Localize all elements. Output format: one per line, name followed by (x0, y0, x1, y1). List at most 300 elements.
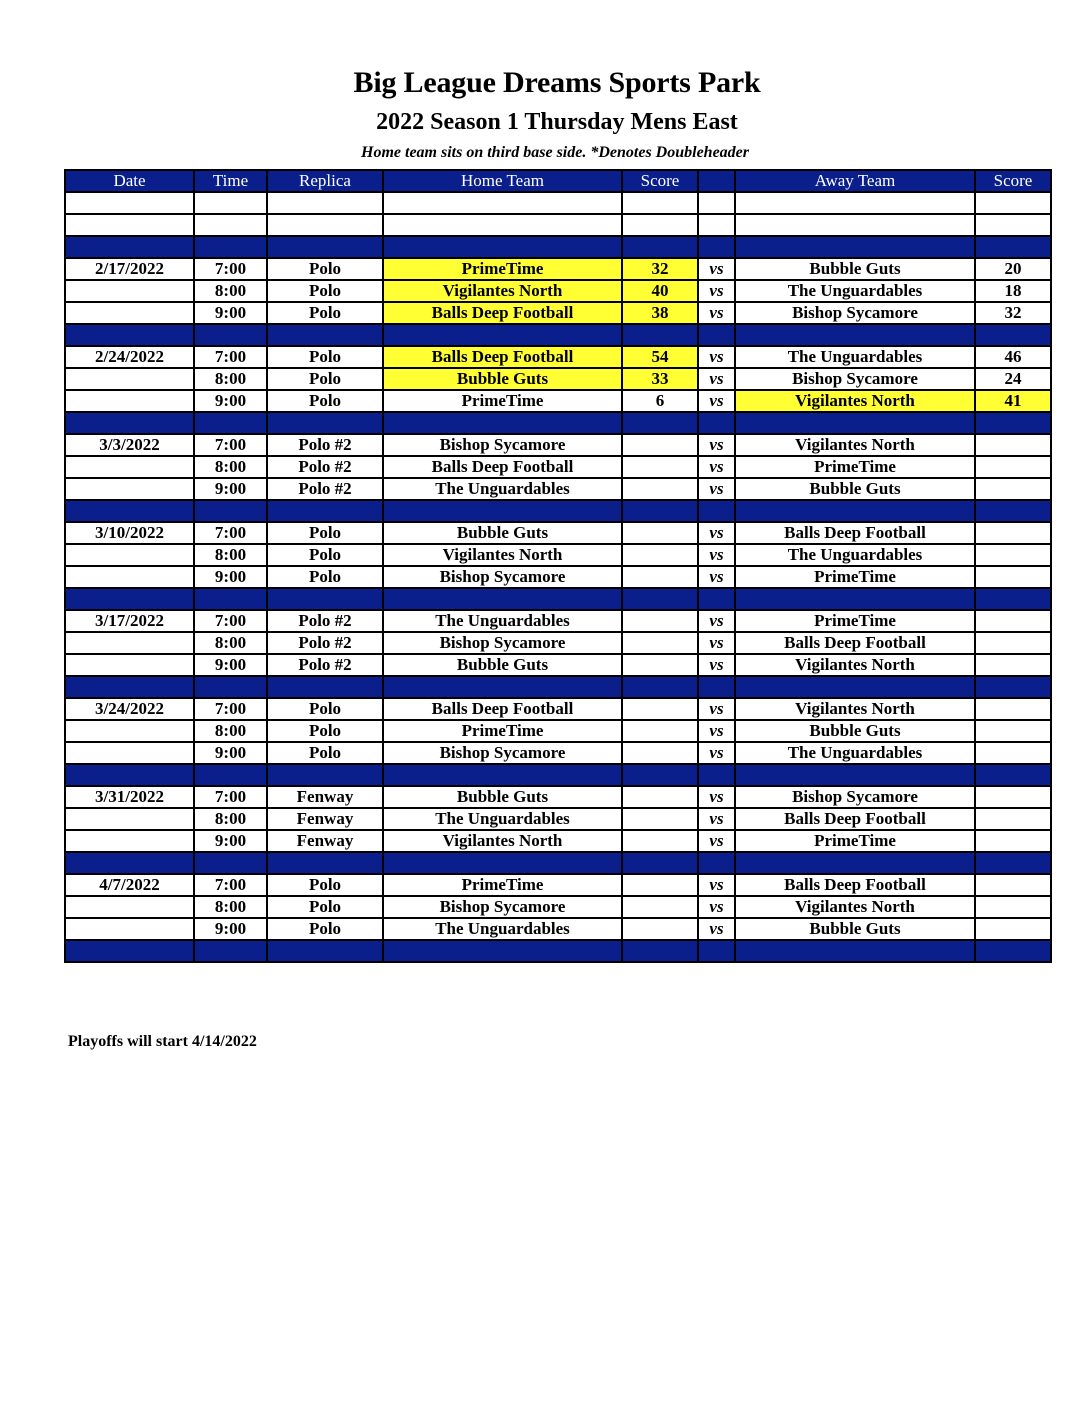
home-team: Vigilantes North (383, 280, 622, 302)
game-replica: Polo (267, 346, 383, 368)
separator-cell (65, 412, 194, 434)
vs-label: vs (698, 434, 735, 456)
game-row (65, 610, 1051, 632)
away-score (975, 918, 1051, 940)
game-replica: Polo (267, 720, 383, 742)
away-team: PrimeTime (735, 456, 975, 478)
separator-cell (698, 500, 735, 522)
game-date (65, 390, 194, 412)
game-date (65, 456, 194, 478)
away-score: 32 (975, 302, 1051, 324)
game-replica: Fenway (267, 808, 383, 830)
separator-cell (735, 764, 975, 786)
separator-cell (267, 500, 383, 522)
away-team: The Unguardables (735, 742, 975, 764)
away-score (975, 742, 1051, 764)
vs-label: vs (698, 742, 735, 764)
away-score: 46 (975, 346, 1051, 368)
game-row (65, 720, 1051, 742)
game-date (65, 280, 194, 302)
col-header-away-team: Away Team (735, 170, 975, 192)
col-header-home-team: Home Team (383, 170, 622, 192)
separator-cell (267, 588, 383, 610)
separator-cell (194, 940, 267, 962)
game-date: 4/7/2022 (65, 874, 194, 896)
separator-cell (383, 852, 622, 874)
game-replica: Polo #2 (267, 654, 383, 676)
home-score (622, 918, 698, 940)
game-date (65, 830, 194, 852)
game-time: 8:00 (194, 456, 267, 478)
col-header-replica: Replica (267, 170, 383, 192)
schedule-note: Home team sits on third base side. *Denotes Doubleheader (361, 144, 749, 161)
home-score: 38 (622, 302, 698, 324)
game-replica: Polo (267, 522, 383, 544)
game-date: 3/3/2022 (65, 434, 194, 456)
game-row (65, 830, 1051, 852)
game-row (65, 654, 1051, 676)
game-replica: Polo (267, 566, 383, 588)
separator-cell (383, 500, 622, 522)
separator-cell (698, 764, 735, 786)
game-time: 9:00 (194, 302, 267, 324)
game-row (65, 742, 1051, 764)
game-date (65, 566, 194, 588)
col-header-away-score: Score (975, 170, 1051, 192)
away-score (975, 478, 1051, 500)
separator-cell (194, 236, 267, 258)
home-score: 33 (622, 368, 698, 390)
away-team: Vigilantes North (735, 896, 975, 918)
away-team: The Unguardables (735, 346, 975, 368)
game-row (65, 808, 1051, 830)
separator-row (65, 412, 1051, 434)
game-time: 7:00 (194, 874, 267, 896)
schedule-table (64, 169, 1052, 963)
away-team: Bubble Guts (735, 918, 975, 940)
away-team: Balls Deep Football (735, 808, 975, 830)
separator-cell (194, 676, 267, 698)
game-replica: Polo (267, 544, 383, 566)
separator-cell (383, 324, 622, 346)
home-team: The Unguardables (383, 808, 622, 830)
home-score (622, 830, 698, 852)
away-team: Balls Deep Football (735, 632, 975, 654)
vs-label: vs (698, 654, 735, 676)
away-score (975, 830, 1051, 852)
home-score (622, 896, 698, 918)
game-replica: Polo #2 (267, 456, 383, 478)
away-score (975, 896, 1051, 918)
separator-cell (65, 324, 194, 346)
game-replica: Polo #2 (267, 632, 383, 654)
game-time: 9:00 (194, 918, 267, 940)
home-team: Bubble Guts (383, 654, 622, 676)
vs-label: vs (698, 544, 735, 566)
away-score (975, 456, 1051, 478)
away-team: Balls Deep Football (735, 874, 975, 896)
away-team: Bubble Guts (735, 258, 975, 280)
away-score: 18 (975, 280, 1051, 302)
home-score (622, 610, 698, 632)
vs-label: vs (698, 808, 735, 830)
game-time: 7:00 (194, 698, 267, 720)
game-date: 2/17/2022 (65, 258, 194, 280)
home-team: PrimeTime (383, 258, 622, 280)
game-date (65, 654, 194, 676)
game-row (65, 522, 1051, 544)
separator-cell (622, 236, 698, 258)
schedule-body (65, 192, 1051, 962)
separator-cell (698, 940, 735, 962)
game-time: 8:00 (194, 720, 267, 742)
vs-label: vs (698, 566, 735, 588)
separator-cell (975, 412, 1051, 434)
game-date: 3/10/2022 (65, 522, 194, 544)
game-row (65, 434, 1051, 456)
away-team: PrimeTime (735, 566, 975, 588)
home-score: 32 (622, 258, 698, 280)
separator-row (65, 764, 1051, 786)
separator-cell (975, 588, 1051, 610)
separator-cell (735, 236, 975, 258)
separator-cell (735, 324, 975, 346)
home-score (622, 522, 698, 544)
game-date (65, 478, 194, 500)
separator-cell (698, 588, 735, 610)
home-team: PrimeTime (383, 390, 622, 412)
game-row (65, 302, 1051, 324)
game-row (65, 390, 1051, 412)
home-team: Vigilantes North (383, 544, 622, 566)
game-row (65, 698, 1051, 720)
home-score (622, 698, 698, 720)
game-time: 7:00 (194, 258, 267, 280)
separator-row (65, 236, 1051, 258)
separator-cell (383, 940, 622, 962)
away-score: 24 (975, 368, 1051, 390)
separator-cell (383, 588, 622, 610)
game-time: 7:00 (194, 434, 267, 456)
separator-row (65, 588, 1051, 610)
separator-cell (622, 676, 698, 698)
game-time: 9:00 (194, 390, 267, 412)
separator-cell (194, 412, 267, 434)
game-replica: Polo (267, 302, 383, 324)
separator-cell (622, 588, 698, 610)
away-score (975, 544, 1051, 566)
away-score (975, 566, 1051, 588)
separator-cell (383, 236, 622, 258)
away-score (975, 632, 1051, 654)
game-date (65, 918, 194, 940)
separator-cell (622, 852, 698, 874)
game-row (65, 896, 1051, 918)
game-row (65, 566, 1051, 588)
game-row (65, 786, 1051, 808)
col-header-date: Date (65, 170, 194, 192)
game-date: 3/24/2022 (65, 698, 194, 720)
separator-cell (975, 676, 1051, 698)
separator-row (65, 852, 1051, 874)
game-date: 3/31/2022 (65, 786, 194, 808)
game-row (65, 280, 1051, 302)
away-score: 41 (975, 390, 1051, 412)
col-header-vs (698, 170, 735, 192)
game-date (65, 896, 194, 918)
game-replica: Polo (267, 698, 383, 720)
home-team: Bishop Sycamore (383, 632, 622, 654)
separator-row (65, 324, 1051, 346)
vs-label: vs (698, 632, 735, 654)
home-score (622, 478, 698, 500)
home-score (622, 566, 698, 588)
game-time: 9:00 (194, 830, 267, 852)
game-row (65, 258, 1051, 280)
separator-cell (267, 852, 383, 874)
separator-row (65, 676, 1051, 698)
separator-row (65, 940, 1051, 962)
page-subtitle: 2022 Season 1 Thursday Mens East (376, 109, 738, 135)
separator-cell (267, 764, 383, 786)
home-score: 40 (622, 280, 698, 302)
vs-label: vs (698, 610, 735, 632)
game-row (65, 346, 1051, 368)
separator-cell (975, 500, 1051, 522)
home-score: 54 (622, 346, 698, 368)
separator-cell (735, 940, 975, 962)
game-time: 8:00 (194, 808, 267, 830)
vs-label: vs (698, 368, 735, 390)
separator-cell (622, 940, 698, 962)
separator-cell (622, 500, 698, 522)
home-team: Bubble Guts (383, 368, 622, 390)
home-score (622, 632, 698, 654)
separator-cell (65, 764, 194, 786)
game-row (65, 456, 1051, 478)
separator-cell (735, 852, 975, 874)
separator-cell (65, 940, 194, 962)
vs-label: vs (698, 698, 735, 720)
home-score (622, 720, 698, 742)
vs-label: vs (698, 456, 735, 478)
vs-label: vs (698, 830, 735, 852)
home-team: The Unguardables (383, 478, 622, 500)
game-date (65, 720, 194, 742)
separator-cell (65, 852, 194, 874)
away-team: Bubble Guts (735, 720, 975, 742)
game-time: 8:00 (194, 896, 267, 918)
away-score: 20 (975, 258, 1051, 280)
game-row (65, 918, 1051, 940)
game-date (65, 544, 194, 566)
vs-label: vs (698, 390, 735, 412)
game-date (65, 368, 194, 390)
game-row (65, 478, 1051, 500)
home-team: The Unguardables (383, 918, 622, 940)
home-score (622, 434, 698, 456)
header-row (65, 170, 1051, 192)
game-row (65, 874, 1051, 896)
separator-cell (622, 412, 698, 434)
away-score (975, 610, 1051, 632)
away-team: PrimeTime (735, 830, 975, 852)
separator-cell (735, 588, 975, 610)
away-score (975, 522, 1051, 544)
home-team: Balls Deep Football (383, 302, 622, 324)
game-replica: Polo (267, 918, 383, 940)
away-score (975, 874, 1051, 896)
separator-cell (267, 236, 383, 258)
home-score (622, 544, 698, 566)
home-team: Vigilantes North (383, 830, 622, 852)
away-team: Bishop Sycamore (735, 302, 975, 324)
home-team: Balls Deep Football (383, 346, 622, 368)
separator-cell (622, 324, 698, 346)
col-header-time: Time (194, 170, 267, 192)
separator-cell (267, 412, 383, 434)
separator-cell (735, 676, 975, 698)
home-team: Bishop Sycamore (383, 566, 622, 588)
separator-cell (622, 764, 698, 786)
game-time: 7:00 (194, 346, 267, 368)
separator-cell (735, 412, 975, 434)
separator-cell (975, 324, 1051, 346)
home-team: PrimeTime (383, 720, 622, 742)
away-team: The Unguardables (735, 280, 975, 302)
separator-cell (698, 852, 735, 874)
vs-label: vs (698, 280, 735, 302)
away-score (975, 808, 1051, 830)
game-date (65, 808, 194, 830)
separator-cell (194, 500, 267, 522)
home-score (622, 874, 698, 896)
separator-cell (65, 236, 194, 258)
separator-cell (65, 588, 194, 610)
game-date (65, 632, 194, 654)
away-team: Vigilantes North (735, 434, 975, 456)
game-row (65, 368, 1051, 390)
away-team: Balls Deep Football (735, 522, 975, 544)
separator-cell (698, 236, 735, 258)
separator-cell (975, 236, 1051, 258)
separator-cell (975, 852, 1051, 874)
separator-cell (383, 764, 622, 786)
home-team: Bubble Guts (383, 522, 622, 544)
home-score (622, 786, 698, 808)
home-score (622, 456, 698, 478)
home-team: Bishop Sycamore (383, 896, 622, 918)
separator-cell (698, 324, 735, 346)
game-replica: Polo (267, 874, 383, 896)
separator-cell (735, 500, 975, 522)
home-score (622, 742, 698, 764)
game-date (65, 742, 194, 764)
game-date: 3/17/2022 (65, 610, 194, 632)
game-replica: Polo #2 (267, 434, 383, 456)
game-time: 7:00 (194, 610, 267, 632)
separator-cell (65, 676, 194, 698)
game-replica: Polo (267, 896, 383, 918)
separator-cell (383, 412, 622, 434)
separator-cell (698, 412, 735, 434)
vs-label: vs (698, 522, 735, 544)
game-time: 8:00 (194, 368, 267, 390)
away-team: Vigilantes North (735, 698, 975, 720)
separator-cell (194, 764, 267, 786)
home-score (622, 654, 698, 676)
vs-label: vs (698, 478, 735, 500)
away-team: Vigilantes North (735, 654, 975, 676)
separator-cell (194, 852, 267, 874)
home-team: Balls Deep Football (383, 456, 622, 478)
game-time: 9:00 (194, 654, 267, 676)
game-time: 9:00 (194, 566, 267, 588)
vs-label: vs (698, 918, 735, 940)
page-title: Big League Dreams Sports Park (353, 66, 761, 99)
separator-cell (65, 500, 194, 522)
game-replica: Polo (267, 368, 383, 390)
game-time: 7:00 (194, 786, 267, 808)
game-replica: Fenway (267, 786, 383, 808)
separator-cell (698, 676, 735, 698)
away-score (975, 654, 1051, 676)
home-team: Bubble Guts (383, 786, 622, 808)
home-score (622, 808, 698, 830)
game-time: 7:00 (194, 522, 267, 544)
blank-row (65, 214, 1051, 236)
game-replica: Fenway (267, 830, 383, 852)
vs-label: vs (698, 874, 735, 896)
away-score (975, 434, 1051, 456)
separator-row (65, 500, 1051, 522)
home-score: 6 (622, 390, 698, 412)
vs-label: vs (698, 258, 735, 280)
game-row (65, 632, 1051, 654)
vs-label: vs (698, 896, 735, 918)
game-row (65, 544, 1051, 566)
game-time: 8:00 (194, 632, 267, 654)
away-team: PrimeTime (735, 610, 975, 632)
game-replica: Polo (267, 258, 383, 280)
game-replica: Polo (267, 390, 383, 412)
home-team: Bishop Sycamore (383, 742, 622, 764)
game-time: 9:00 (194, 742, 267, 764)
away-team: Bishop Sycamore (735, 368, 975, 390)
away-team: Bishop Sycamore (735, 786, 975, 808)
game-replica: Polo (267, 280, 383, 302)
game-date: 2/24/2022 (65, 346, 194, 368)
away-team: The Unguardables (735, 544, 975, 566)
vs-label: vs (698, 786, 735, 808)
playoffs-note: Playoffs will start 4/14/2022 (68, 1033, 257, 1050)
separator-cell (194, 324, 267, 346)
home-team: PrimeTime (383, 874, 622, 896)
away-team: Vigilantes North (735, 390, 975, 412)
game-time: 8:00 (194, 544, 267, 566)
separator-cell (383, 676, 622, 698)
away-score (975, 698, 1051, 720)
away-score (975, 720, 1051, 742)
vs-label: vs (698, 302, 735, 324)
game-time: 9:00 (194, 478, 267, 500)
separator-cell (975, 764, 1051, 786)
away-team: Bubble Guts (735, 478, 975, 500)
separator-cell (267, 940, 383, 962)
game-replica: Polo #2 (267, 610, 383, 632)
game-date (65, 302, 194, 324)
home-team: Balls Deep Football (383, 698, 622, 720)
